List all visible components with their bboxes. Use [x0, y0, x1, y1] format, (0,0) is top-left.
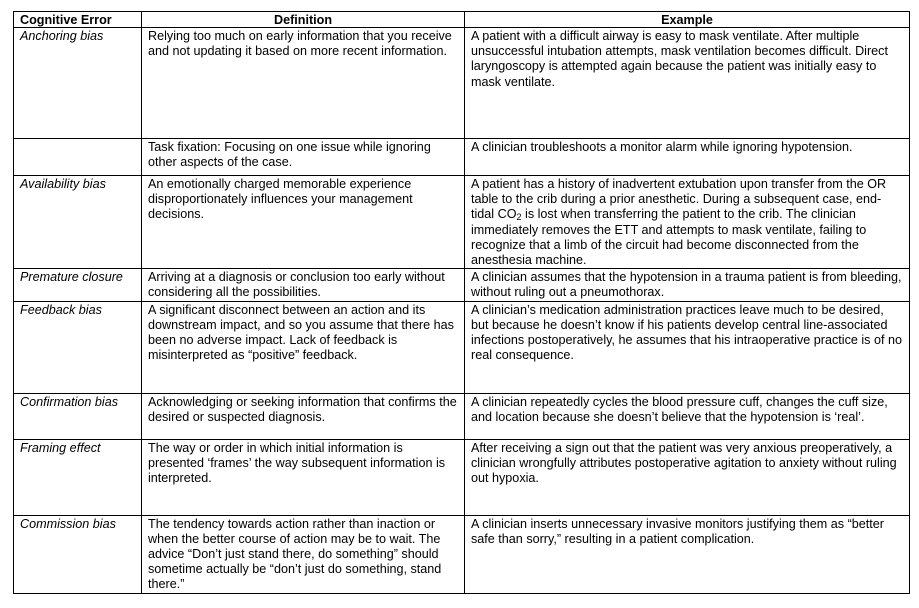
error-name: Availability bias [14, 176, 142, 269]
table-row [14, 439, 910, 515]
definition-cell: The tendency towards action rather than inaction or when the better course of action may be to wait. The advice “Don’t just stand there, do something” should sometime actually be “don’t just do something, stand there.” [142, 515, 465, 593]
error-name: Anchoring bias [14, 28, 142, 139]
definition-cell: The way or order in which initial information is presented ‘frames’ the way subsequent information is interpreted. [142, 439, 465, 515]
error-name [14, 139, 142, 176]
example-cell: A clinician’s medication administration practices leave much to be desired, but because he doesn’t know if his patients develop central line-associated infections postoperatively, he assumes that his intraoperative practice is of no real consequence. [465, 301, 910, 393]
example-cell: After receiving a sign out that the patient was very anxious preoperatively, a clinician wrongfully attributes postoperative agitation to anxiety without ruling out hypoxia. [465, 439, 910, 515]
example-text: is lost when transferring the patient to the crib. The clinician immediately removes the ETT and attempts to mask ventilate, failing to recognize that a limb of the circuit had become disconnected from the anesthesia machine. [471, 207, 867, 268]
definition-cell: Task fixation: Focusing on one issue while ignoring other aspects of the case. [142, 139, 465, 176]
table-row [14, 176, 910, 269]
header-cognitive-error: Cognitive Error [14, 12, 142, 28]
table-row [14, 269, 910, 301]
error-name: Framing effect [14, 439, 142, 515]
table-row [14, 515, 910, 593]
example-cell: A patient with a difficult airway is easy to mask ventilate. After multiple unsuccessful intubation attempts, mask ventilation becomes difficult. Direct laryngoscopy is attempted again because the patient was initially easy to mask ventilate. [465, 28, 910, 139]
table-row [14, 301, 910, 393]
error-name: Commission bias [14, 515, 142, 593]
table-row [14, 139, 910, 176]
error-name: Feedback bias [14, 301, 142, 393]
definition-cell: Arriving at a diagnosis or conclusion too early without considering all the possibilities. [142, 269, 465, 301]
example-cell [465, 176, 910, 269]
definition-cell: Relying too much on early information that you receive and not updating it based on more recent information. [142, 28, 465, 139]
error-name: Premature closure [14, 269, 142, 301]
header-example: Example [465, 12, 910, 28]
error-name: Confirmation bias [14, 393, 142, 439]
header-definition: Definition [142, 12, 465, 28]
example-cell: A clinician troubleshoots a monitor alarm while ignoring hypotension. [465, 139, 910, 176]
header-row [14, 12, 910, 28]
table-row [14, 28, 910, 139]
example-cell: A clinician inserts unnecessary invasive monitors justifying them as “better safe than sorry,” resulting in a patient complication. [465, 515, 910, 593]
example-cell: A clinician assumes that the hypotension in a trauma patient is from bleeding, without ruling out a pneumothorax. [465, 269, 910, 301]
definition-cell: An emotionally charged memorable experience disproportionately influences your management decisions. [142, 176, 465, 269]
example-text: A patient has a history of inadvertent extubation upon transfer from the OR table to the crib during a prior anesthetic. During a subsequent case, end-tidal CO [471, 177, 887, 222]
cognitive-errors-table [13, 11, 910, 594]
example-cell: A clinician repeatedly cycles the blood pressure cuff, changes the cuff size, and location because she doesn’t believe that the hypotension is ‘real’. [465, 393, 910, 439]
definition-cell: A significant disconnect between an action and its downstream impact, and so you assume that there has been no adverse impact. Lack of feedback is misinterpreted as “positive” feedback. [142, 301, 465, 393]
definition-cell: Acknowledging or seeking information that confirms the desired or suspected diagnosis. [142, 393, 465, 439]
subscript-2: 2 [516, 212, 522, 223]
table-row [14, 393, 910, 439]
